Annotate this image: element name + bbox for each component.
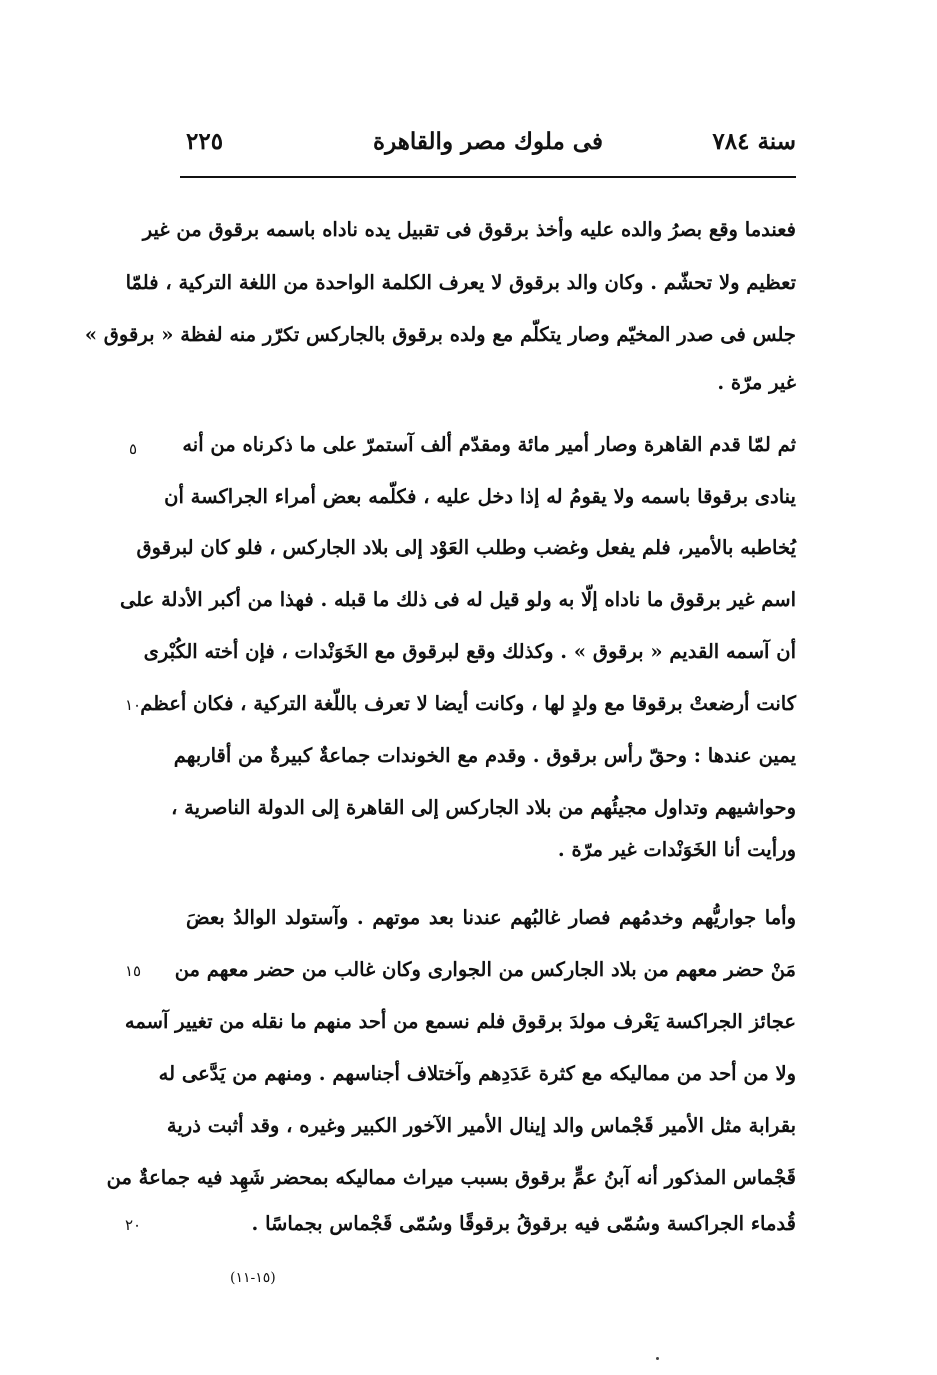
text-line: قَجْماس المذكور أنه آبنُ عمٍّ برقوق بسبب ميراث مماليكه بمحضر شَهِد فيه جماعةٌ من	[106, 1166, 796, 1189]
line-number: ١٥	[124, 962, 142, 980]
printer-signature: (١٥-١١)	[230, 1270, 276, 1286]
page-header	[180, 128, 796, 172]
header-year: سنة ٧٨٤	[712, 128, 796, 155]
text-line: مَنْ حضر معهم من بلاد الجاركس من الجوارى وكان غالب من حضر معهم من	[174, 958, 796, 981]
text-line: عجائز الجراكسة يَعْرف مولدَ برقوق فلم نسمع من أحد منهم ما نقله من تغيير آسمه	[124, 1010, 796, 1033]
text-line: بقرابة مثل الأمير قَجْماس والد إينال الأمير الآخور الكبير وغيره ، وقد أثبت ذرية	[166, 1114, 796, 1137]
text-line: ولا من أحد من مماليكه مع كثرة عَدَدِهم وآختلاف أجناسهم . ومنهم من يَدَّعى له	[158, 1062, 796, 1085]
line-number: ٥	[128, 440, 138, 458]
text-line: وحواشيهم وتداول مجيئُهم من بلاد الجاركس إلى القاهرة إلى الدولة الناصرية ،	[171, 796, 796, 819]
text-line: غير مرّة .	[717, 371, 796, 394]
line-number: ٢٠	[124, 1216, 142, 1234]
text-line: يُخاطبه بالأمير، فلم يفعل وغضب وطلب العَوْد إلى بلاد الجاركس ، فلو كان لبرقوق	[136, 536, 796, 559]
line-number: ١٠	[124, 696, 142, 714]
text-line: جلس فى صدر المخيّم وصار يتكلّم مع ولده برقوق بالجاركس تكرّر منه لفظة « برقوق »	[84, 323, 796, 346]
text-line: ثم لمّا قدم القاهرة وصار أمير مائة ومقدّم ألف آستمرّ على ما ذكرناه من أنه	[182, 433, 796, 456]
text-line: أن آسمه القديم « برقوق » . وكذلك وقع لبرقوق مع الخَوَنْدات ، فإن أخته الكُبْرى	[143, 640, 796, 663]
text-line: ينادى برقوقا باسمه ولا يقومُ له إذا دخل عليه ، فكلّمه بعض أمراء الجراكسة أن	[164, 485, 796, 508]
text-line: وأما جواريُّهم وخدمُهم فصار غالبُهم عندنا بعد موتهم . وآستولد الوالدُ بعضَ	[186, 906, 796, 929]
text-line: اسم غير برقوق ما ناداه إلّا به ولو قيل له فى ذلك ما قبله . فهذا من أكبر الأدلة على	[119, 588, 796, 611]
text-line: كانت أرضعتْ برقوقا مع ولدٍ لها ، وكانت أيضا لا تعرف باللّغة التركية ، فكان أعظم	[140, 692, 796, 715]
text-line: قُدماء الجراكسة وسُمّى فيه برقوقُ برقوقًا وسُمّى قَجْماس بجماسًا .	[251, 1212, 796, 1235]
header-rule	[180, 176, 796, 178]
text-line: تعظيم ولا تحشّم . وكان والد برقوق لا يعرف الكلمة الواحدة من اللغة التركية ، فلمّا	[125, 271, 796, 294]
header-title: فى ملوك مصر والقاهرة	[373, 128, 603, 155]
text-line: ورأيت أنا الخَوَنْدات غير مرّة .	[557, 838, 796, 861]
text-line: فعندما وقع بصرُ والده عليه وأخذ برقوق فى تقبيل يده ناداه باسمه برقوق من غير	[142, 218, 796, 241]
scan-speck	[656, 1357, 659, 1360]
text-line: يمين عندها : وحقّ رأس برقوق . وقدم مع الخوندات جماعةٌ كبيرةٌ من أقاربهم	[173, 744, 796, 767]
page-number: ٢٢٥	[186, 128, 224, 155]
